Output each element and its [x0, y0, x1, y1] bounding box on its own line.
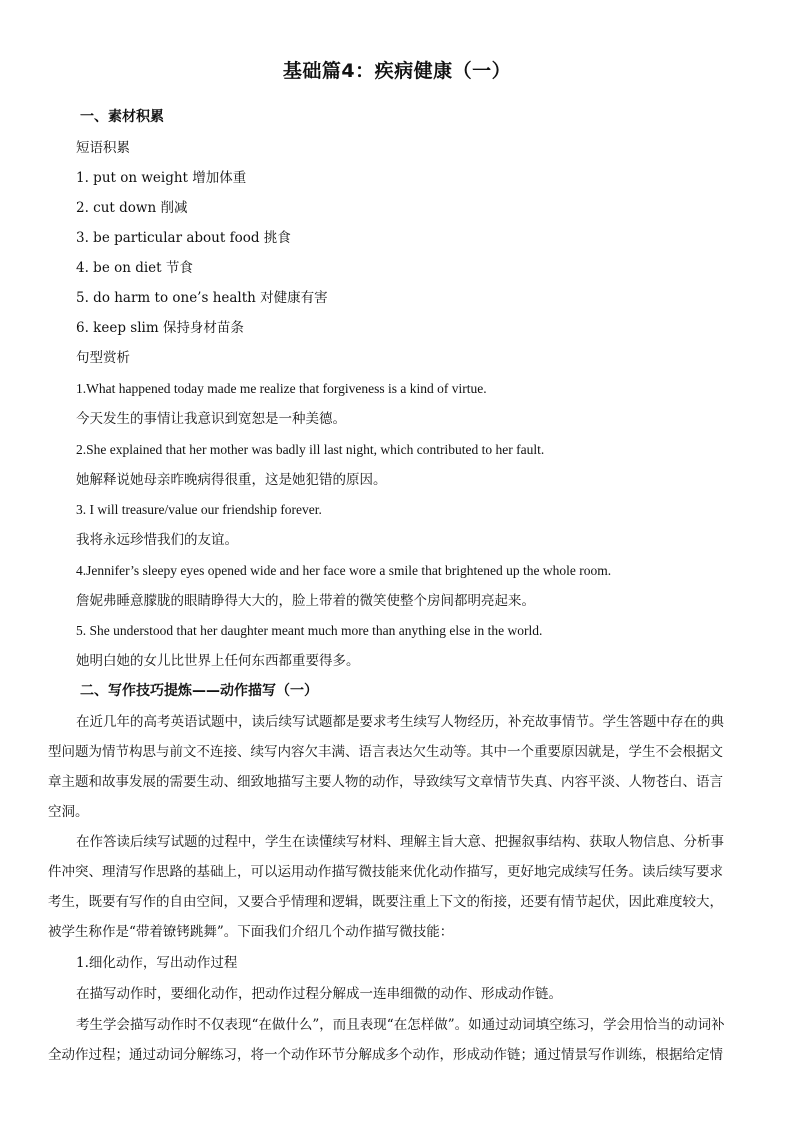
skill-text: 在描写动作时，要细化动作，把动作过程分解成一连串细微的动作、形成动作链。 [76, 986, 562, 1002]
phrase-item: 6. keep slim 保持身材苗条 [76, 320, 244, 336]
sentence-chinese: 詹妮弗睡意朦胧的眼睛睁得大大的，脸上带着的微笑使整个房间都明亮起来。 [76, 593, 535, 609]
phrase-item: 1. put on weight 增加体重 [76, 170, 247, 186]
sentence-chinese: 她解释说她母亲昨晚病得很重，这是她犯错的原因。 [76, 472, 387, 488]
paragraph-line: 考生学会描写动作时不仅表现“在做什么”，而且表现“在怎样做”。如通过动词填空练习，学会用恰当的动词补 [76, 1017, 725, 1033]
paragraph-line: 空洞。 [48, 804, 89, 820]
phrase-item: 3. be particular about food 挑食 [76, 230, 291, 246]
paragraph-line: 件冲突、理清写作思路的基础上，可以运用动作描写微技能来优化动作描写，更好地完成续写任务。读后续写要求 [48, 864, 723, 880]
paragraph-line: 章主题和故事发展的需要生动、细致地描写主要人物的动作，导致续写文章情节失真、内容平淡、人物苍白、语言 [48, 774, 723, 790]
sentences-label: 句型赏析 [76, 350, 130, 366]
paragraph-line: 被学生称作是“带着镣铐跳舞”。下面我们介绍几个动作描写微技能： [48, 924, 454, 940]
sentence-chinese: 今天发生的事情让我意识到宽恕是一种美德。 [76, 411, 346, 427]
section-heading-materials: 一、素材积累 [80, 109, 164, 125]
skill-heading: 1.细化动作，写出动作过程 [76, 955, 238, 971]
sentence-english: 1.What happened today made me realize that forgiveness is a kind of virtue. [76, 381, 487, 396]
sentence-chinese: 我将永远珍惜我们的友谊。 [76, 532, 238, 548]
paragraph-line: 全动作过程；通过动词分解练习，将一个动作环节分解成多个动作，形成动作链；通过情景写作训练，根据给定情 [48, 1047, 723, 1063]
phrases-label: 短语积累 [76, 140, 130, 156]
sentence-english: 3. I will treasure/value our friendship forever. [76, 502, 322, 517]
page-title: 基础篇4：疾病健康（一） [282, 60, 512, 82]
sentence-english: 4.Jennifer’s sleepy eyes opened wide and her face wore a smile that brightened up the whole room. [76, 563, 612, 578]
paragraph-line: 在作答读后续写试题的过程中，学生在读懂续写材料、理解主旨大意、把握叙事结构、获取人物信息、分析事 [76, 834, 724, 850]
sentence-english: 2.She explained that her mother was badly ill last night, which contributed to her fault. [76, 442, 545, 457]
sentence-english: 5. She understood that her daughter meant much more than anything else in the world. [76, 623, 543, 638]
phrase-item: 5. do harm to one’s health 对健康有害 [76, 290, 328, 306]
paragraph-line: 在近几年的高考英语试题中，读后续写试题都是要求考生续写人物经历，补充故事情节。学生答题中存在的典 [76, 714, 724, 730]
phrase-item: 2. cut down 削减 [76, 200, 188, 216]
phrase-item: 4. be on diet 节食 [76, 260, 193, 276]
section-heading-writing-skills: 二、写作技巧提炼——动作描写（一） [80, 683, 318, 699]
paragraph-line: 型问题为情节构思与前文不连接、续写内容欠丰满、语言表达欠生动等。其中一个重要原因就是，学生不会根据文 [48, 744, 723, 760]
paragraph-line: 考生，既要有写作的自由空间，又要合乎情理和逻辑，既要注重上下文的衔接，还要有情节起伏，因此难度较大， [48, 894, 723, 910]
sentence-chinese: 她明白她的女儿比世界上任何东西都重要得多。 [76, 653, 360, 669]
